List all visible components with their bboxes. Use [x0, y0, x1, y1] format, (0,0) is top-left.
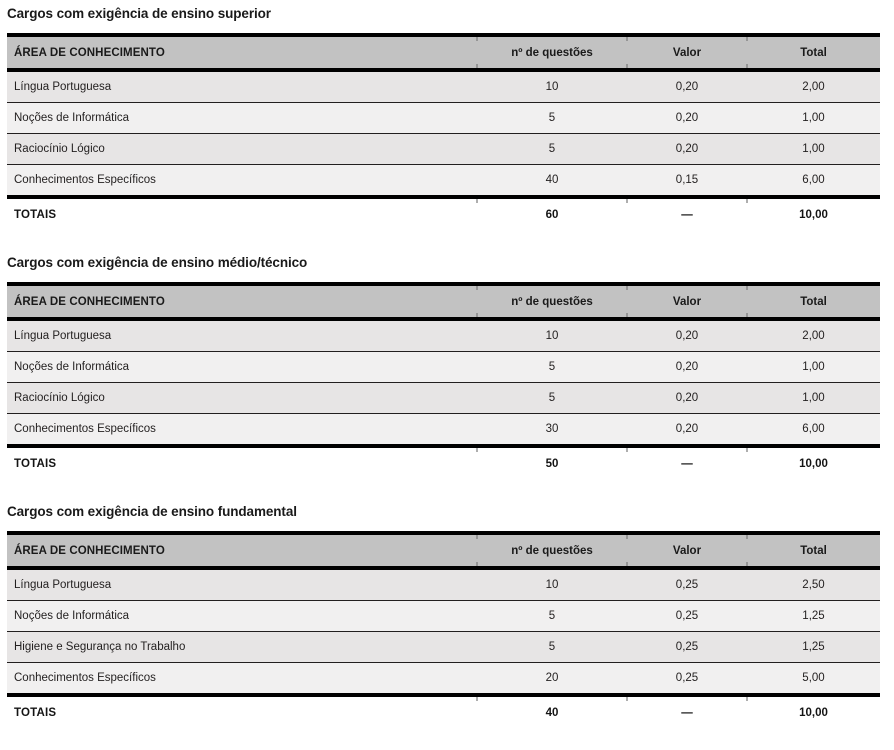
table-row [7, 632, 880, 663]
table-row [7, 165, 880, 198]
totals-valor: — [627, 695, 747, 729]
table-container-ensino-superior [0, 33, 894, 231]
cell-valor: 0,20 [627, 414, 747, 447]
cell-area: Raciocínio Lógico [7, 383, 477, 414]
table-row [7, 103, 880, 134]
section-title-ensino-fundamental: Cargos com exigência de ensino fundamental [7, 504, 297, 519]
table-footer [7, 197, 880, 231]
cell-total: 1,00 [747, 134, 880, 165]
cell-total: 2,00 [747, 70, 880, 103]
table-row [7, 568, 880, 601]
table-row [7, 352, 880, 383]
totals-label: TOTAIS [7, 197, 477, 231]
section-title-ensino-medio-tecnico: Cargos com exigência de ensino médio/técnico [7, 255, 308, 270]
cell-valor: 0,20 [627, 383, 747, 414]
column-header-total: Total [747, 35, 880, 70]
totals-valor: — [627, 446, 747, 480]
quadro-table-ensino-medio-tecnico [7, 282, 880, 480]
column-header-questoes: nº de questões [477, 35, 627, 70]
cell-area: Conhecimentos Específicos [7, 663, 477, 696]
column-header-questoes: nº de questões [477, 533, 627, 568]
cell-total: 2,00 [747, 319, 880, 352]
totals-questoes: 50 [477, 446, 627, 480]
block-spacer [0, 231, 894, 255]
block-spacer [0, 480, 894, 504]
cell-area: Língua Portuguesa [7, 70, 477, 103]
table-footer [7, 695, 880, 729]
header-row [7, 35, 880, 70]
totals-questoes: 40 [477, 695, 627, 729]
title-table-spacer [0, 22, 894, 33]
column-header-area: ÁREA DE CONHECIMENTO [7, 284, 477, 319]
table-body [7, 70, 880, 197]
section-title-ensino-superior: Cargos com exigência de ensino superior [7, 6, 271, 21]
cell-area: Conhecimentos Específicos [7, 414, 477, 447]
cell-total: 1,00 [747, 352, 880, 383]
table-header [7, 284, 880, 319]
table-row [7, 134, 880, 165]
cell-total: 1,25 [747, 632, 880, 663]
table-row [7, 70, 880, 103]
cell-total: 6,00 [747, 414, 880, 447]
cell-questoes: 40 [477, 165, 627, 198]
cell-questoes: 5 [477, 601, 627, 632]
totals-label: TOTAIS [7, 446, 477, 480]
cell-valor: 0,25 [627, 568, 747, 601]
cell-questoes: 10 [477, 70, 627, 103]
table-row [7, 319, 880, 352]
totals-row [7, 695, 880, 729]
cell-questoes: 5 [477, 632, 627, 663]
column-header-area: ÁREA DE CONHECIMENTO [7, 533, 477, 568]
cell-valor: 0,20 [627, 352, 747, 383]
column-header-valor: Valor [627, 35, 747, 70]
cell-valor: 0,15 [627, 165, 747, 198]
totals-questoes: 60 [477, 197, 627, 231]
table-body [7, 319, 880, 446]
cell-valor: 0,25 [627, 632, 747, 663]
cell-total: 5,00 [747, 663, 880, 696]
cell-valor: 0,20 [627, 319, 747, 352]
cell-area: Língua Portuguesa [7, 568, 477, 601]
cell-total: 6,00 [747, 165, 880, 198]
column-header-valor: Valor [627, 284, 747, 319]
cell-area: Noções de Informática [7, 601, 477, 632]
cell-area: Higiene e Segurança no Trabalho [7, 632, 477, 663]
column-header-questoes: nº de questões [477, 284, 627, 319]
cell-total: 2,50 [747, 568, 880, 601]
totals-row [7, 446, 880, 480]
cell-total: 1,25 [747, 601, 880, 632]
totals-total: 10,00 [747, 197, 880, 231]
cell-area: Conhecimentos Específicos [7, 165, 477, 198]
cell-questoes: 5 [477, 134, 627, 165]
table-block-ensino-fundamental [0, 504, 894, 729]
cell-valor: 0,20 [627, 134, 747, 165]
header-row [7, 533, 880, 568]
cell-valor: 0,25 [627, 601, 747, 632]
cell-area: Raciocínio Lógico [7, 134, 477, 165]
column-header-valor: Valor [627, 533, 747, 568]
table-block-ensino-medio-tecnico [0, 255, 894, 480]
cell-questoes: 5 [477, 352, 627, 383]
quadro-table-ensino-fundamental [7, 531, 880, 729]
table-block-ensino-superior [0, 6, 894, 231]
cell-questoes: 10 [477, 568, 627, 601]
quadro-table-ensino-superior [7, 33, 880, 231]
table-row [7, 601, 880, 632]
totals-valor: — [627, 197, 747, 231]
cell-total: 1,00 [747, 103, 880, 134]
table-row [7, 383, 880, 414]
table-footer [7, 446, 880, 480]
header-row [7, 284, 880, 319]
cell-area: Língua Portuguesa [7, 319, 477, 352]
table-header [7, 533, 880, 568]
table-container-ensino-medio-tecnico [0, 282, 894, 480]
totals-total: 10,00 [747, 446, 880, 480]
cell-questoes: 5 [477, 383, 627, 414]
column-header-total: Total [747, 533, 880, 568]
table-body [7, 568, 880, 695]
table-row [7, 663, 880, 696]
cell-area: Noções de Informática [7, 352, 477, 383]
table-header [7, 35, 880, 70]
cell-area: Noções de Informática [7, 103, 477, 134]
totals-label: TOTAIS [7, 695, 477, 729]
cell-questoes: 30 [477, 414, 627, 447]
title-table-spacer [0, 271, 894, 282]
cell-questoes: 10 [477, 319, 627, 352]
column-header-total: Total [747, 284, 880, 319]
cell-valor: 0,20 [627, 70, 747, 103]
cell-valor: 0,20 [627, 103, 747, 134]
column-header-area: ÁREA DE CONHECIMENTO [7, 35, 477, 70]
totals-row [7, 197, 880, 231]
cell-questoes: 20 [477, 663, 627, 696]
cell-questoes: 5 [477, 103, 627, 134]
table-container-ensino-fundamental [0, 531, 894, 729]
title-table-spacer [0, 520, 894, 531]
cell-total: 1,00 [747, 383, 880, 414]
table-row [7, 414, 880, 447]
totals-total: 10,00 [747, 695, 880, 729]
cell-valor: 0,25 [627, 663, 747, 696]
